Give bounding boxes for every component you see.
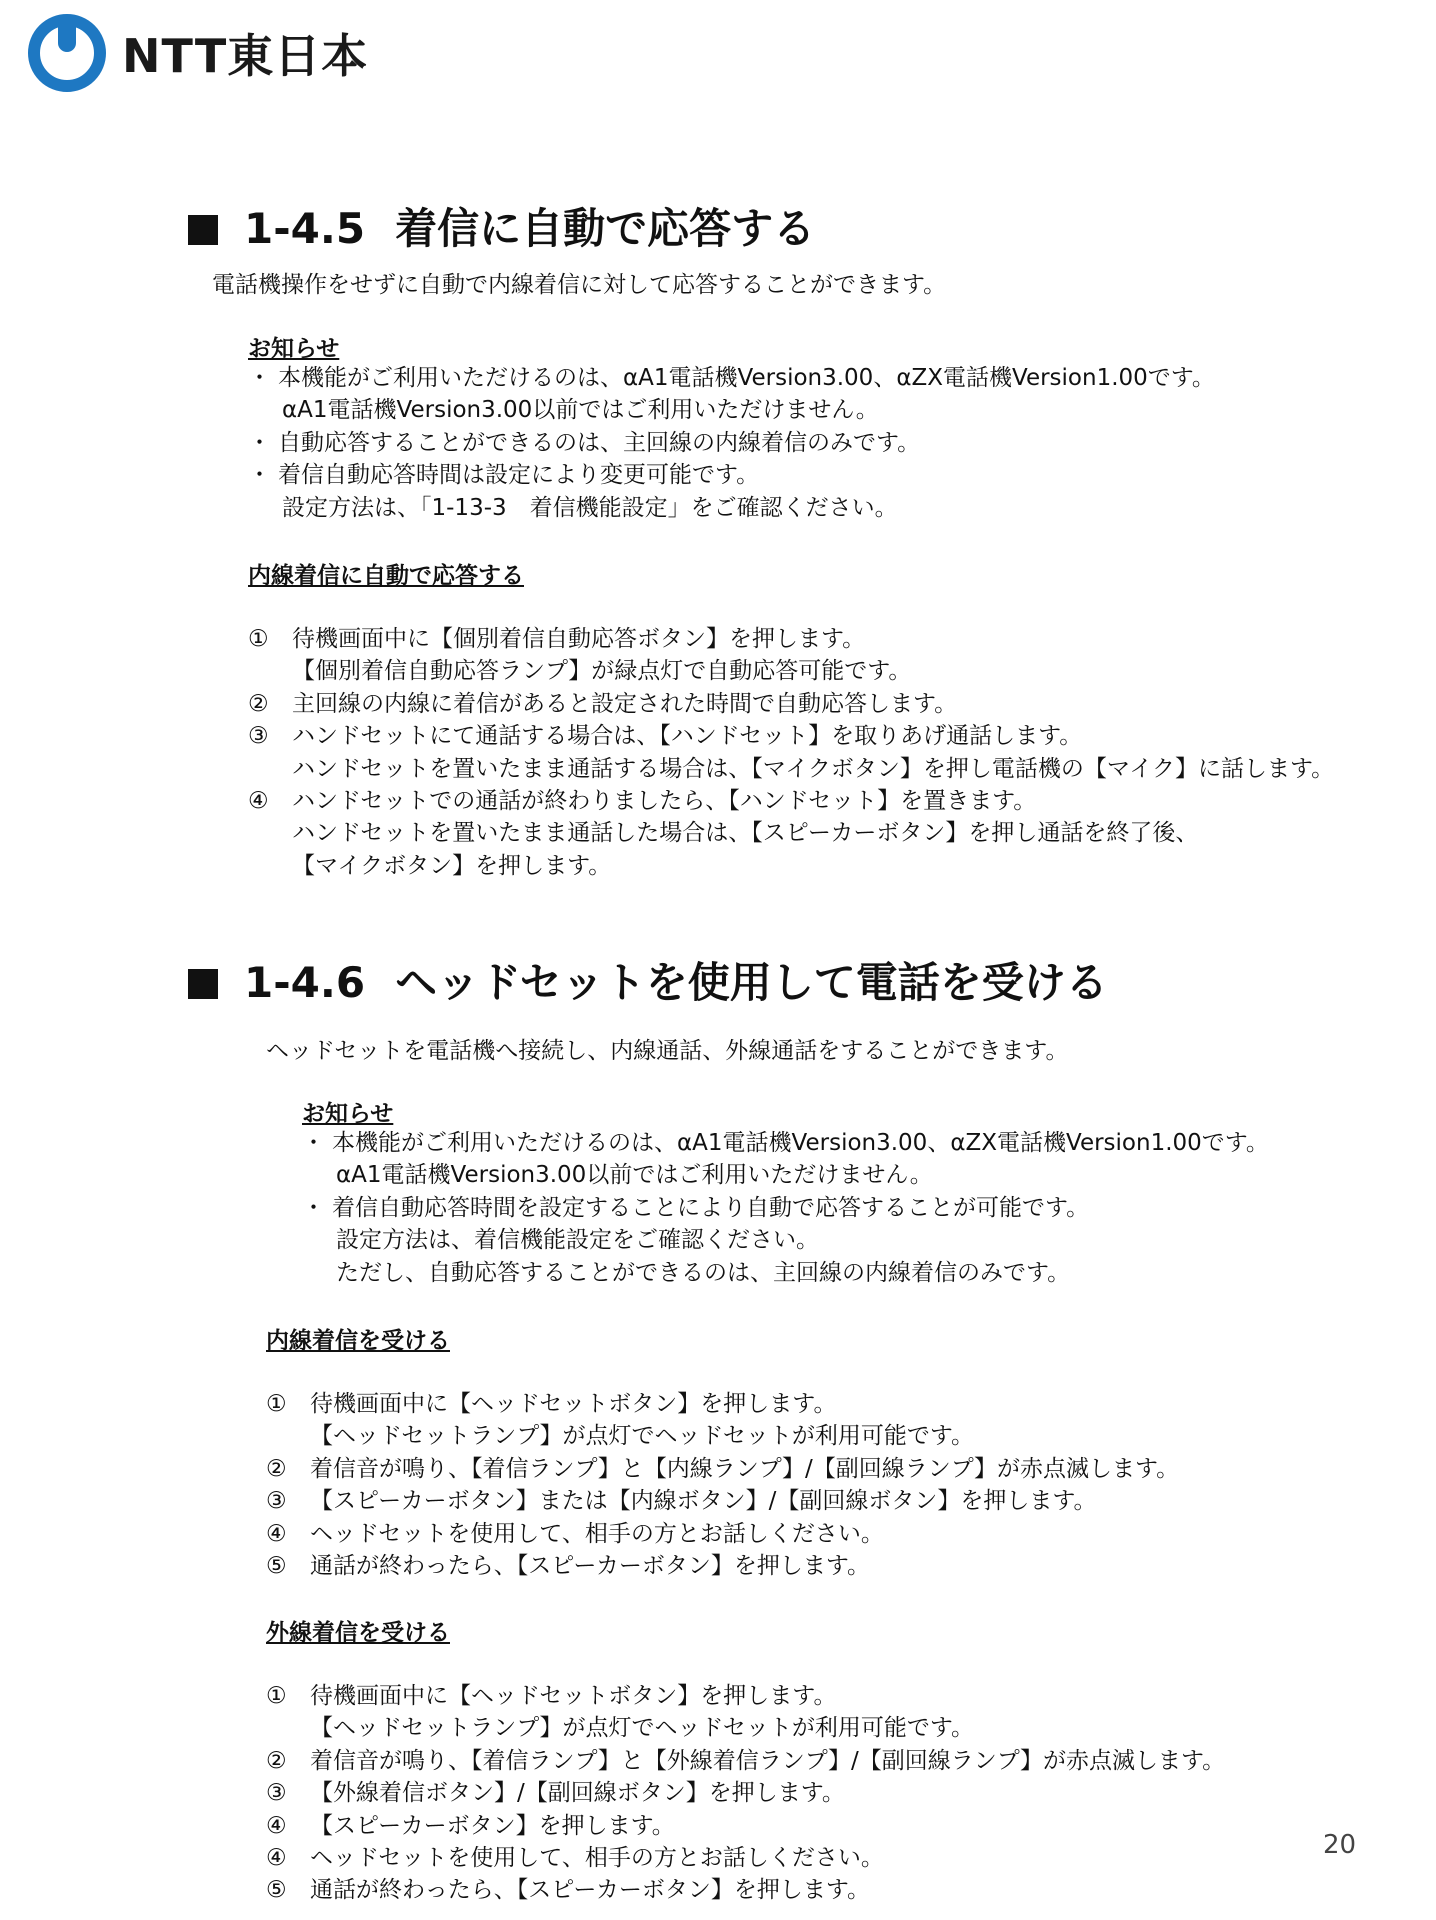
step-item: 【マイクボタン】を押します。 — [292, 852, 612, 879]
procedure-heading: 内線着信を受ける — [266, 1328, 450, 1354]
step-item: ① 待機画面中に【ヘッドセットボタン】を押します。 — [266, 1391, 837, 1417]
notice-item: αA1電話機Version3.00以前ではご利用いただけません。 — [282, 397, 879, 424]
notice-item: ・ 本機能がご利用いただけるのは、αA1電話機Version3.00、αZX電話機Version1.00です。 — [302, 1130, 1269, 1156]
notice-list — [302, 1127, 1269, 1289]
step-item: ハンドセットを置いたまま通話する場合は、【マイクボタン】を押し電話機の【マイク】に話します。 — [292, 755, 1335, 782]
square-bullet-icon — [188, 215, 218, 245]
step-item: ④ ヘッドセットを使用して、相手の方とお話しください。 — [266, 1520, 884, 1547]
section-title-1-4-6 — [188, 950, 1108, 1010]
page-number: 20 — [1323, 1830, 1357, 1860]
notice-item: ・ 本機能がご利用いただけるのは、αA1電話機Version3.00、αZX電話機Version1.00です。 — [248, 365, 1215, 391]
notice-item: ・ 自動応答することができるのは、主回線の内線着信のみです。 — [248, 429, 921, 456]
notice-heading: お知らせ — [248, 336, 340, 362]
step-item: ④ 【スピーカーボタン】を押します。 — [266, 1812, 675, 1839]
notice-item: 設定方法は、「1-13-3 着信機能設定」をご確認ください。 — [282, 494, 898, 521]
section-number: 1-4.5 — [244, 204, 366, 253]
section-lead: ヘッドセットを電話機へ接続し、内線通話、外線通話をすることができます。 — [266, 1038, 1069, 1064]
step-item: ⑤ 通話が終わったら、【スピーカーボタン】を押します。 — [266, 1877, 871, 1904]
step-item: ① 待機画面中に【ヘッドセットボタン】を押します。 — [266, 1683, 837, 1709]
procedure-steps — [266, 1388, 1179, 1582]
step-item: ③ 【スピーカーボタン】または【内線ボタン】/【副回線ボタン】を押します。 — [266, 1488, 1097, 1515]
section-title-text: 着信に自動で応答する — [395, 204, 816, 253]
notice-item: ・ 着信自動応答時間は設定により変更可能です。 — [248, 462, 760, 489]
notice-list — [248, 362, 1215, 524]
procedure-heading: 外線着信を受ける — [266, 1620, 450, 1646]
step-item: ③ ハンドセットにて通話する場合は、【ハンドセット】を取りあげ通話します。 — [248, 723, 1083, 750]
notice-item: 設定方法は、着信機能設定をご確認ください。 — [336, 1227, 819, 1254]
section-lead: 電話機操作をせずに自動で内線着信に対して応答することができます。 — [212, 272, 947, 298]
section-title-text: ヘッドセットを使用して電話を受ける — [395, 958, 1108, 1007]
notice-item: ・ 着信自動応答時間を設定することにより自動で応答することが可能です。 — [302, 1194, 1090, 1221]
notice-heading: お知らせ — [302, 1101, 394, 1127]
procedure-heading: 内線着信に自動で応答する — [248, 563, 524, 589]
square-bullet-icon — [188, 969, 218, 999]
step-item: 【個別着信自動応答ランプ】が緑点灯で自動応答可能です。 — [292, 658, 912, 685]
ntt-logo-icon — [26, 12, 108, 94]
step-item: ② 主回線の内線に着信があると設定された時間で自動応答します。 — [248, 690, 958, 717]
notice-item: ただし、自動応答することができるのは、主回線の内線着信のみです。 — [336, 1259, 1071, 1286]
step-item: ② 着信音が鳴り、【着信ランプ】と【外線着信ランプ】/【副回線ランプ】が赤点滅します。 — [266, 1747, 1226, 1774]
step-item: ③ 【外線着信ボタン】/【副回線ボタン】を押します。 — [266, 1780, 845, 1807]
procedure-steps — [248, 623, 1334, 882]
ntt-east-logo — [26, 12, 368, 94]
step-item: ② 着信音が鳴り、【着信ランプ】と【内線ランプ】/【副回線ランプ】が赤点滅します。 — [266, 1455, 1180, 1482]
step-item: ⑤ 通話が終わったら、【スピーカーボタン】を押します。 — [266, 1552, 871, 1579]
procedure-steps — [266, 1680, 1225, 1907]
step-item: 【ヘッドセットランプ】が点灯でヘッドセットが利用可能です。 — [310, 1423, 975, 1450]
notice-item: αA1電話機Version3.00以前ではご利用いただけません。 — [336, 1162, 933, 1189]
section-number: 1-4.6 — [244, 958, 366, 1007]
section-title-1-4-5 — [188, 196, 815, 256]
logo-text: NTT東日本 — [122, 29, 369, 83]
step-item: 【ヘッドセットランプ】が点灯でヘッドセットが利用可能です。 — [310, 1715, 975, 1742]
step-item: ④ ヘッドセットを使用して、相手の方とお話しください。 — [266, 1844, 884, 1871]
step-item: ハンドセットを置いたまま通話した場合は、【スピーカーボタン】を押し通話を終了後、 — [292, 820, 1199, 847]
step-item: ① 待機画面中に【個別着信自動応答ボタン】を押します。 — [248, 626, 866, 652]
step-item: ④ ハンドセットでの通話が終わりましたら、【ハンドセット】を置きます。 — [248, 787, 1037, 814]
